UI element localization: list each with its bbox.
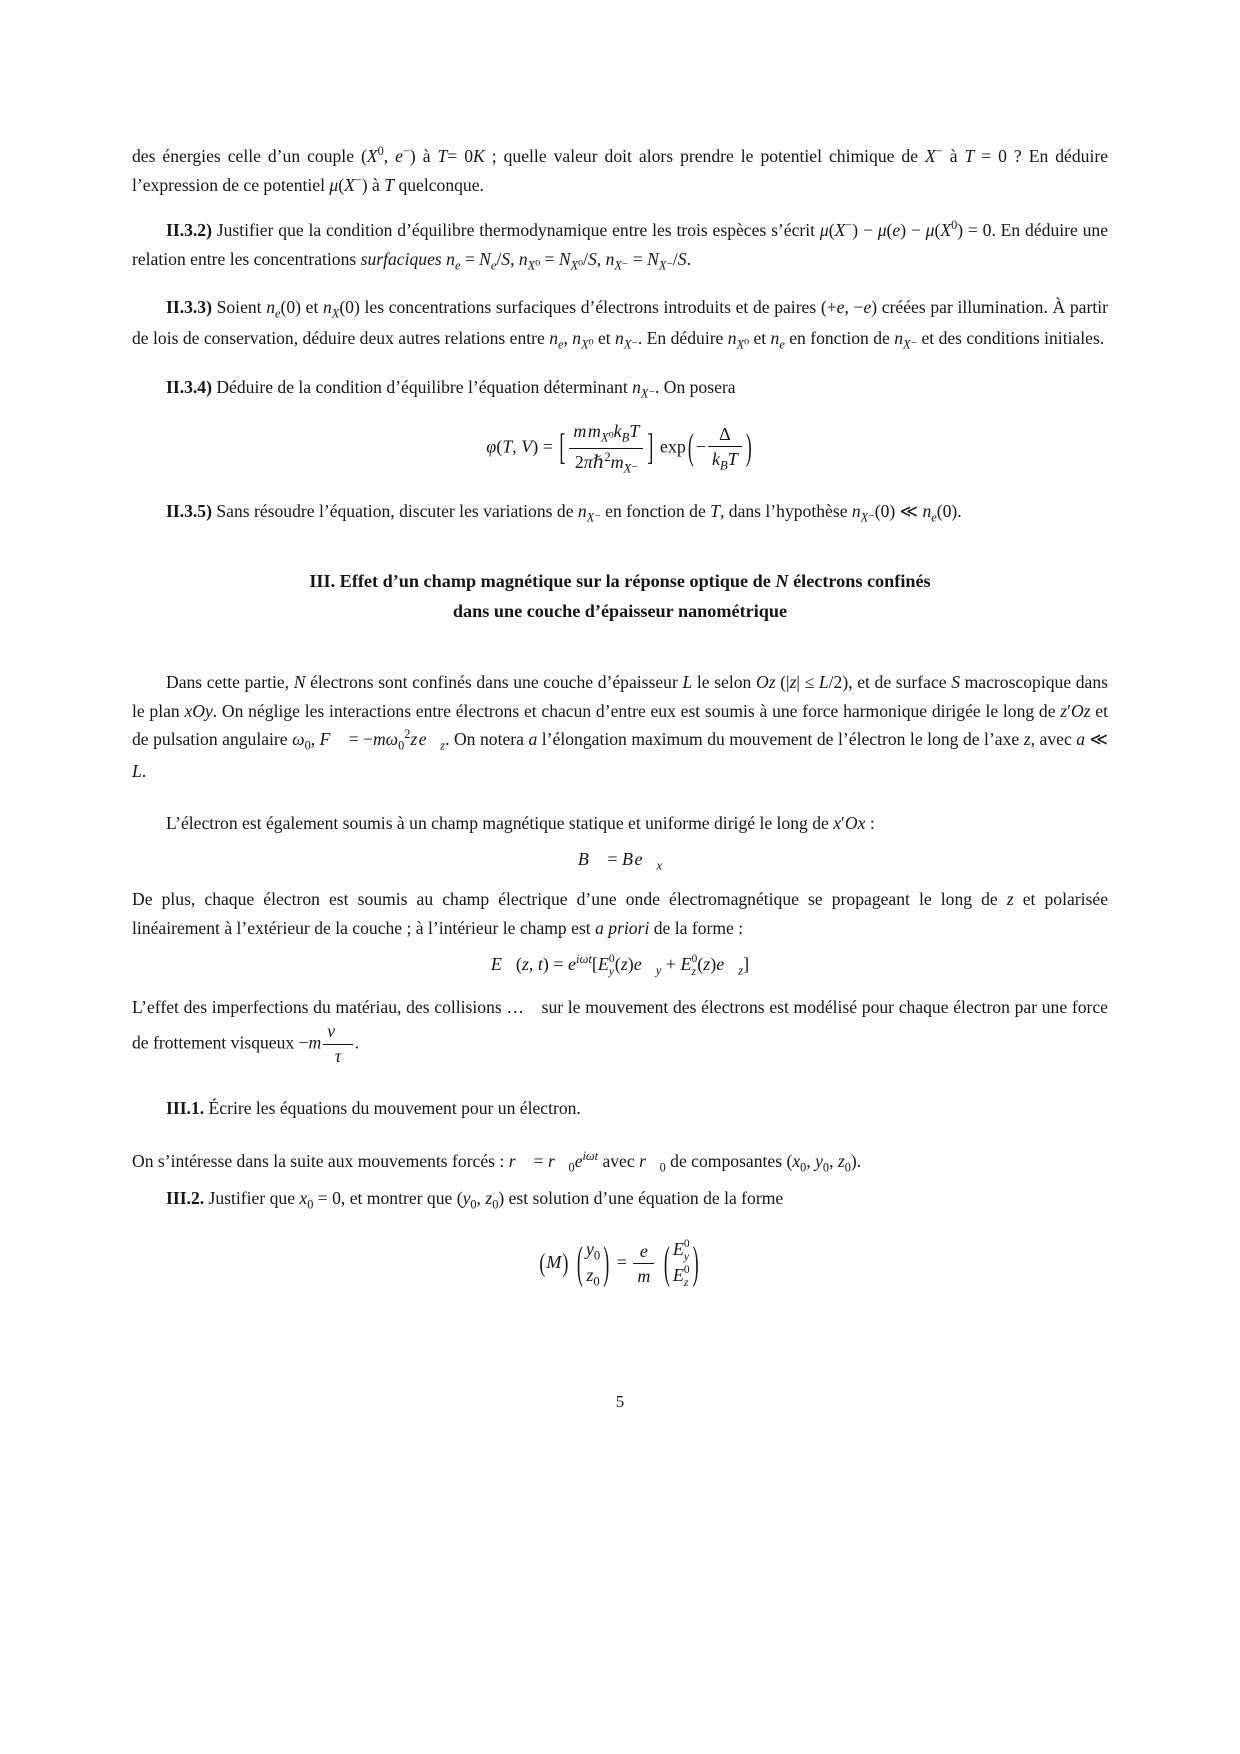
paragraph-e-field: De plus, chaque électron est soumis au champ électrique d’une onde électromagnétique se propageant le long de z et polarisée linéairement à l’extérieur de la couche ; à l’intérieur le champ est a priori de la forme : bbox=[132, 889, 1108, 938]
equation-e-field: E⃗(z, $t) = e^{i\omega t}[E$ 0 y $(z)e⃗_y + E$ 0 z $(z)e⃗_z$] bbox=[490, 952, 750, 979]
paragraph-III-2: III.2. Justifier que $x_0 = 0$, et montrer que ($y_0$, $z_0$) est solution d’une équation de la forme bbox=[166, 1188, 784, 1212]
paragraph-II-3-3: II.3.3) Soient $n_e(0)$ et $n_X(0)$ les concentrations surfaciques d’électrons introduits et de paires (+e, −e) créées par illumination. À partir de lois de conservation, déduire deux autres relations entre $n_e$, $n_{X^0}$ et $n_{X^-}$. En déduire $n_{X^0}$ et $n_e$ en fonction de $n_{X^-}$ et des conditions initiales. bbox=[132, 296, 1108, 352]
equation-b-field: B⃗ = B $e⃗_x$ bbox=[577, 848, 663, 873]
paragraph-II-3-4: II.3.4) Déduire de la condition d’équilibre l’équation déterminant $n_{X^-}$. On posera bbox=[166, 376, 736, 401]
paragraph-iii-intro: Dans cette partie, N électrons sont confinés dans une couche d’épaisseur L le selon Oz (|z| ≤ L/2), et de surface S macroscopique dans le plan xOy. On néglige les interactions entre électrons et chacun d’entre eux est soumis à une force harmonique dirigée le long de z′Oz et de pulsation angulaire $\omega_0$, F⃗ = $-m\omega_0^2z$ $e⃗_z$. On notera a l’élongation maximum du mouvement de l’électron le long de l’axe z, avec a ≪ L. bbox=[132, 672, 1109, 781]
paragraph-II-3-5: II.3.5) Sans résoudre l’équation, discuter les variations de $n_{X^-}$ en fonction de T, dans l’hypothèse $n_{X^-}(0)$ ≪ $n_e(0)$. bbox=[166, 500, 962, 525]
paragraph-magnetic-field: L’électron est également soumis à un champ magnétique statique et uniforme dirigé le long de x′Ox : bbox=[166, 813, 875, 834]
section-heading-iii: III. Effet d’un champ magnétique sur la réponse optique de N électrons confinés dans une couche d’épaisseur nanométrique bbox=[309, 571, 931, 622]
page-number: 5 bbox=[615, 1392, 625, 1411]
equation-matrix: (M) ( $y_0$ $z_0$ ) = $\frac{e}{m}$ ( E 0 y E 0 z ) bbox=[539, 1237, 699, 1289]
paragraph-III-1: III.1. Écrire les équations du mouvement pour un électron. bbox=[166, 1098, 581, 1119]
equation-phi: φ(T, V) = [ $\frac{m m_{X^0}k_BT}{2\pi\hbar^2m_{X^-}}$ ] exp ( − $\frac{\Delta}{k_BT}$ ) bbox=[486, 421, 752, 476]
paragraph-II-3-2: II.3.2) Justifier que la condition d’équilibre thermodynamique entre les trois espèces s’écrit $\mu(X^-) - \mu(e) - \mu(X^0) = 0$. En déduire une relation entre les concentrations surfaciques $n_e = N_e/S$, $n_{X^0} = N_{X^0}/S$, $n_{X^-} = N_{X^-}/S$. bbox=[132, 218, 1109, 273]
paragraph-friction: L’effet des imperfections du matériau, des collisions … sur le mouvement des électrons est modélisé pour chaque électron par une force de frottement visqueux −m $\frac{v⃗}{\tau}$ . bbox=[132, 996, 1108, 1067]
paragraph-couple-energies: des énergies celle d’un couple ($X^0$, e−) à T= 0K ; quelle valeur doit alors prendre le potentiel chimique de X− à T = 0 ? En déduire l’expression de ce potentiel μ(X−) à T quelconque. bbox=[132, 144, 1108, 195]
paragraph-forced-motion: On s’intéresse dans la suite aux mouvements forcés : r⃗ = $r⃗_0e^{i\omega t}$ avec $r⃗_0$ de composantes ($x_0$, $y_0$, $z_0$). bbox=[132, 1149, 862, 1175]
